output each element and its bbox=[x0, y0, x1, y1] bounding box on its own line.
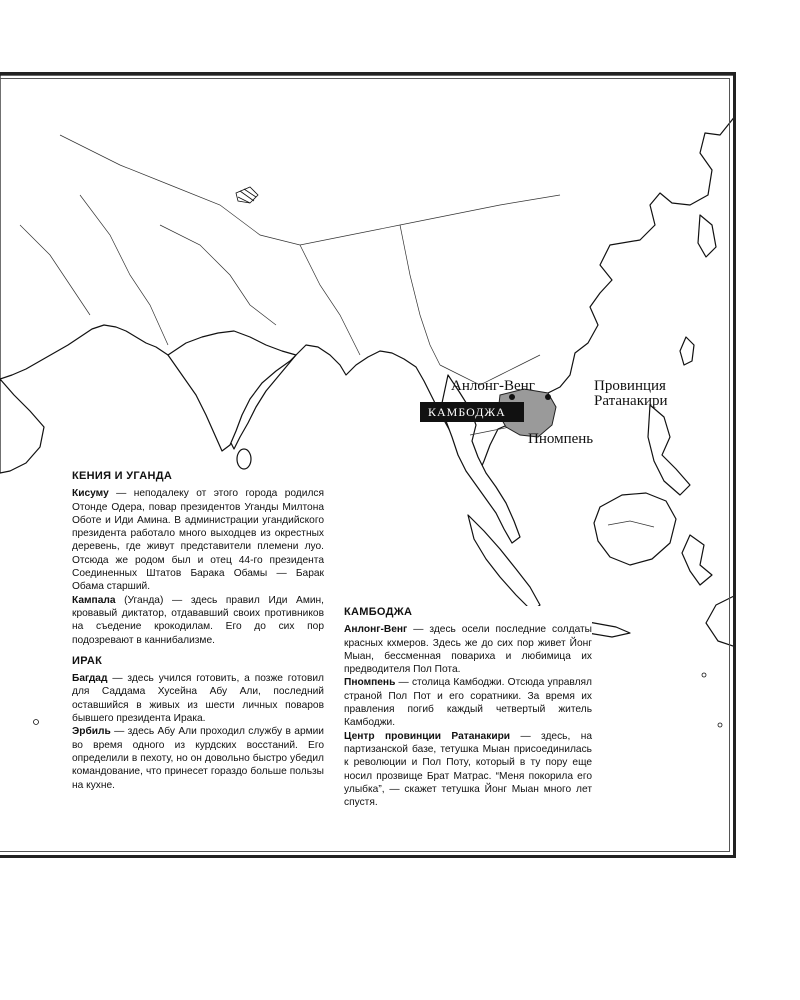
kenya-uganda-heading: КЕНИЯ И УГАНДА bbox=[72, 470, 173, 482]
baghdad-paragraph bbox=[72, 672, 324, 725]
ratanakiri-text: — здесь, на партизанской базе, тетушка Мыан присоединилась к революции и Пол Потy, который в ту пору еще носил прозвище Брат Матрас. “Меня покорила его улыбка”, — скажет тетушка Йонг Мыан много лет спустя. bbox=[344, 730, 592, 809]
kisumu-text: — неподалеку от этого города родился Отонде Одера, повар президентов Уганды Милтона Оботе и Иди Амина. В администрации угандийского президента работало много выходцев из окрестных деревень, где живут представители племени луо. Отсюда же родом был и отец 44-го президента Соединенных Штатов Барака Обамы — Барак Обама старший. bbox=[72, 488, 324, 593]
kenya-uganda-section bbox=[72, 470, 324, 647]
right-text-column bbox=[344, 606, 592, 817]
ratanakiri-dot bbox=[545, 394, 551, 400]
iraq-section bbox=[72, 655, 324, 792]
ratanakiri-label-line2: Ратанакири bbox=[594, 393, 668, 409]
ratanakiri-name: Центр провинции Ратанакири bbox=[344, 730, 511, 742]
phnom-penh-paragraph bbox=[344, 676, 592, 729]
borneo bbox=[594, 493, 676, 565]
anlong-veng-dot bbox=[509, 394, 515, 400]
ratanakiri-label-line1: Провинция bbox=[594, 378, 666, 394]
kampala-paragraph bbox=[72, 594, 324, 647]
kisumu-name: Кисуму bbox=[72, 488, 109, 500]
cambodia-section bbox=[344, 606, 592, 809]
iraq-heading: ИРАК bbox=[72, 654, 103, 667]
sri-lanka bbox=[237, 449, 251, 469]
erbil-name: Эрбиль bbox=[72, 726, 111, 738]
anlong-veng-text: — здесь осели последние солдаты красных кхмеров. Здесь же до сих пор живет Йонг Мыан, бессменная повариха и любимица их предводителя Пол Пота. bbox=[344, 624, 592, 676]
anlong-veng-label: Анлонг-Венг bbox=[451, 378, 535, 394]
cambodia-label: КАМБОДЖА bbox=[420, 402, 524, 422]
landmass-arabia bbox=[0, 379, 44, 473]
phnom-penh-name: Пномпень bbox=[344, 677, 396, 689]
erbil-paragraph bbox=[72, 725, 324, 791]
kampala-text: (Уганда) — здесь правил Иди Амин, кровавый диктатор, отдававший своих противников на съедение крокодилам. Его до сих пор подозревают в каннибализме. bbox=[72, 594, 324, 646]
baghdad-name: Багдад bbox=[72, 673, 108, 685]
taiwan bbox=[680, 337, 694, 365]
kisumu-paragraph bbox=[72, 487, 324, 593]
phnom-penh-text: — столица Камбоджи. Отсюда управлял страной Пол Пот и его соратники. За время их правления погиб каждый четвертый житель Камбоджи. bbox=[344, 677, 592, 729]
baghdad-text: — здесь учился готовить, а позже готовил для Саддама Хусейна Абу Али, последний оставшийся в живых из шести личных поваров бывшего президента Ирака. bbox=[72, 673, 324, 725]
anlong-veng-paragraph bbox=[344, 623, 592, 676]
phnom-penh-label: Пномпень bbox=[528, 431, 594, 447]
anlong-veng-name: Анлонг-Венг bbox=[344, 624, 408, 636]
kampala-name: Кампала bbox=[72, 594, 116, 606]
erbil-text: — здесь Абу Али проходил службу в армии во время одного из курдских восстаний. Его определили в пехоту, но он довольно быстро убедил командование, что принесет гораздо больше пользы на кухне. bbox=[72, 726, 324, 791]
left-text-column bbox=[72, 470, 324, 800]
landmass-india bbox=[168, 331, 296, 451]
landmass-asia bbox=[0, 75, 736, 475]
ratanakiri-paragraph bbox=[344, 730, 592, 810]
new-guinea bbox=[706, 595, 736, 647]
sulawesi bbox=[682, 535, 712, 585]
philippines bbox=[648, 405, 690, 495]
cambodia-heading: КАМБОДЖА bbox=[344, 606, 413, 618]
korea bbox=[698, 215, 716, 257]
